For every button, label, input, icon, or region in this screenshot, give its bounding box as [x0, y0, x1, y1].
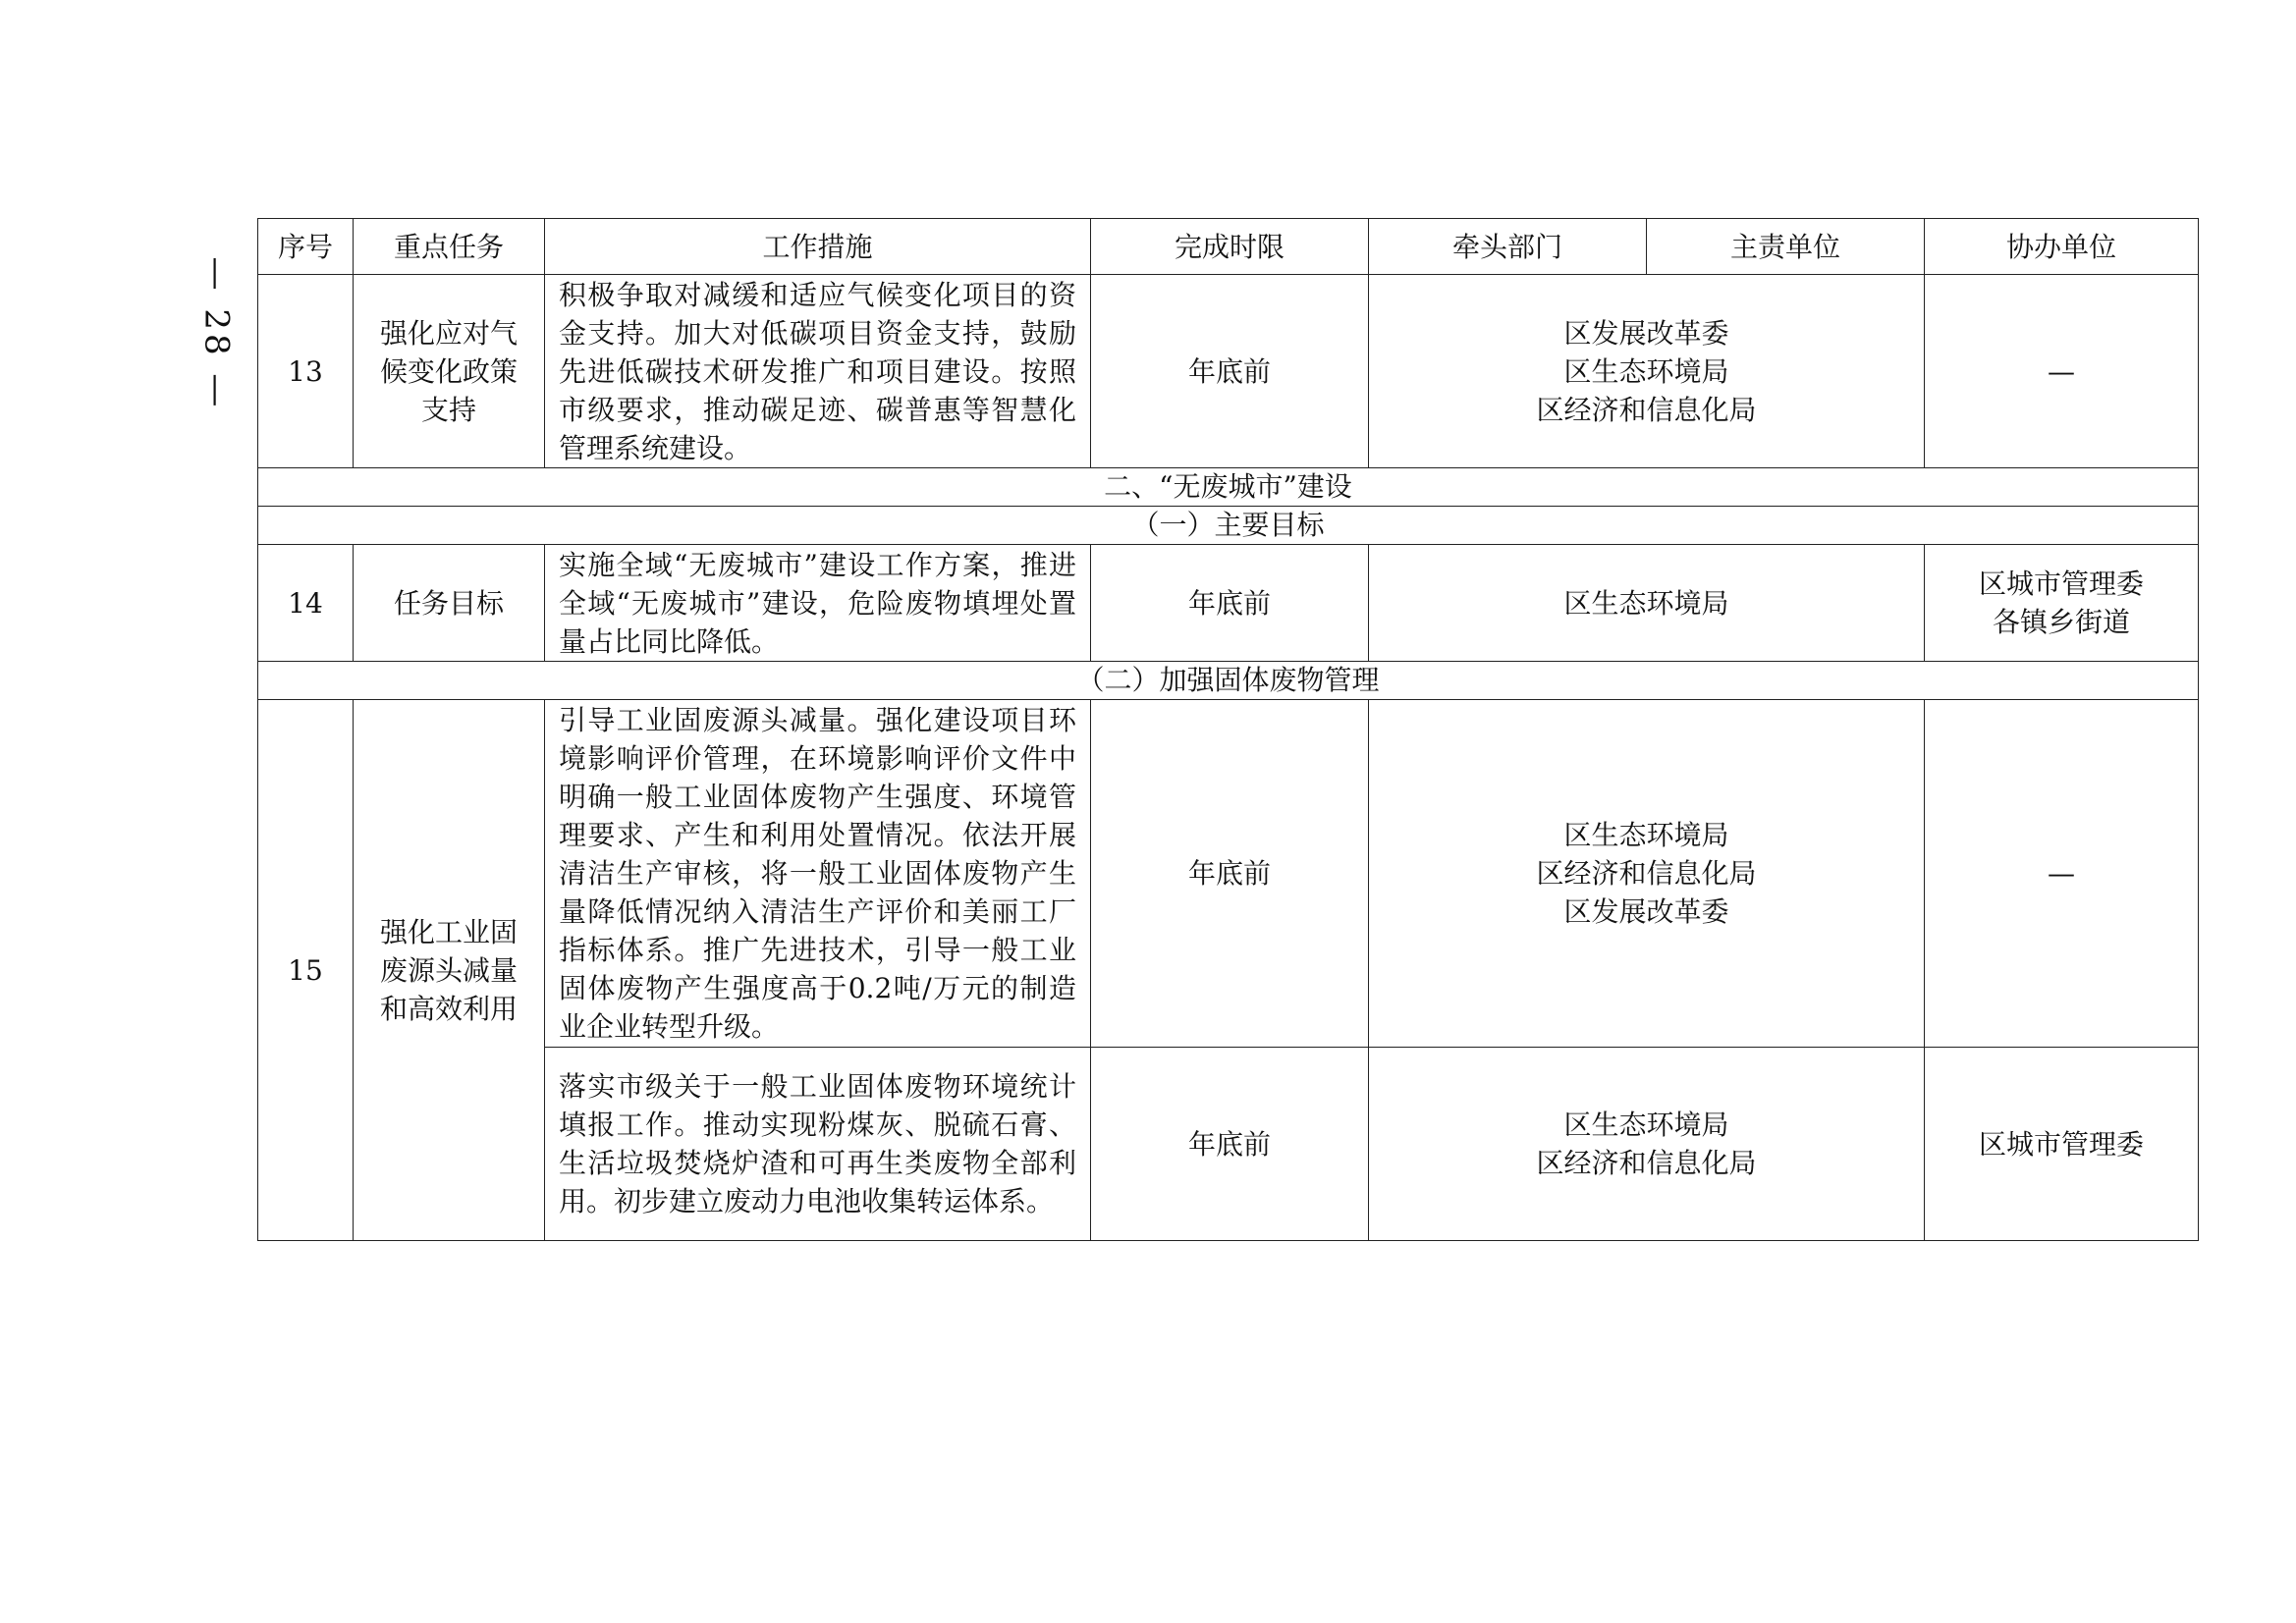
row15a-lead-line: 区经济和信息化局	[1536, 857, 1757, 890]
subsection-row	[258, 662, 2199, 700]
row14-deadline: 年底前	[1091, 545, 1369, 662]
header-lead-dept: 牵头部门	[1369, 219, 1647, 275]
header-task: 重点任务	[354, 219, 545, 275]
subsection-row	[258, 507, 2199, 545]
table-header-row	[258, 219, 2199, 275]
row13-lead-line: 区生态环境局	[1563, 354, 1729, 388]
row15a-assist	[1925, 700, 2199, 1048]
row15b-lead	[1369, 1048, 1925, 1241]
row13-measures-text: 积极争取对减缓和适应气候变化项目的资金支持。加大对低碳项目资金支持，鼓励先进低碳技术研发推广和项目建设。按照市级要求，推动碳足迹、碳普惠等智慧化管理系统建设。	[559, 278, 1076, 464]
row14-lead-line: 区生态环境局	[1563, 586, 1729, 620]
row14-measures-text: 实施全域“无废城市”建设工作方案，推进全域“无废城市”建设，危险废物填埋处置量占比同比降低。	[559, 548, 1076, 658]
row14-assist-line: 各镇乡街道	[1992, 606, 2130, 638]
row13-lead-line: 区经济和信息化局	[1536, 393, 1757, 426]
row14-assist-line: 区城市管理委	[1978, 568, 2144, 600]
row13-lead-line: 区发展改革委	[1563, 316, 1729, 350]
section-row	[258, 468, 2199, 507]
table-row-13	[258, 275, 2199, 468]
row15a-measures-text: 引导工业固废源头减量。强化建设项目环境影响评价管理，在环境影响评价文件中明确一般工业固体废物产生强度、环境管理要求、产生和利用处置情况。依法开展清洁生产审核，将一般工业固体废物产生量降低情况纳入清洁生产评价和美丽工厂指标体系。推广先进技术，引导一般工业固体废物产生强度高于0.2吨/万元的制造业企业转型升级。	[559, 704, 1076, 1043]
table-row-14	[258, 545, 2199, 662]
row15b-lead-line: 区生态环境局	[1563, 1109, 1729, 1141]
row13-task	[354, 275, 545, 468]
row14-lead	[1369, 545, 1925, 662]
row13-assist-line: —	[2048, 354, 2075, 388]
row14-task-line: 任务目标	[393, 586, 504, 620]
header-deadline: 完成时限	[1091, 219, 1369, 275]
row13-task-line: 支持	[420, 393, 476, 426]
row15b-assist-line: 区城市管理委	[1978, 1127, 2144, 1161]
table-row-15a	[258, 700, 2199, 1048]
row15a-lead	[1369, 700, 1925, 1048]
header-responsible-unit: 主责单位	[1647, 219, 1925, 275]
header-assist-unit: 协办单位	[1925, 219, 2199, 275]
row13-index: 13	[258, 275, 354, 468]
header-measures: 工作措施	[545, 219, 1091, 275]
row13-deadline: 年底前	[1091, 275, 1369, 468]
subsection1-title: （一）主要目标	[258, 507, 2199, 545]
row15b-measures-text: 落实市级关于一般工业固体废物环境统计填报工作。推动实现粉煤灰、脱硫石膏、生活垃圾焚烧炉渣和可再生类废物全部利用。初步建立废动力电池收集转运体系。	[559, 1070, 1076, 1217]
row14-measures	[545, 545, 1091, 662]
row15-index: 15	[258, 700, 354, 1241]
row15a-deadline: 年底前	[1091, 700, 1369, 1048]
table-row-15b	[258, 1048, 2199, 1241]
row15-task-line: 强化工业固	[379, 915, 518, 948]
row15b-deadline: 年底前	[1091, 1048, 1369, 1241]
header-index: 序号	[258, 219, 354, 275]
row15b-assist	[1925, 1048, 2199, 1241]
page-number-text: — 28 —	[196, 256, 237, 411]
row13-task-line: 候变化政策	[379, 354, 518, 388]
row15a-assist-line: —	[2048, 857, 2075, 890]
subsection2-title: （二）加强固体废物管理	[258, 662, 2199, 700]
key-tasks-table	[257, 218, 2199, 1241]
row13-lead	[1369, 275, 1925, 468]
row15-task-line: 和高效利用	[379, 992, 518, 1025]
row15-task-line: 废源头减量	[379, 953, 518, 987]
row15a-lead-line: 区发展改革委	[1563, 895, 1729, 928]
row14-assist	[1925, 545, 2199, 662]
row15b-measures	[545, 1048, 1091, 1241]
row15b-lead-line: 区经济和信息化局	[1536, 1147, 1757, 1179]
row14-task	[354, 545, 545, 662]
row13-measures	[545, 275, 1091, 468]
row15a-measures	[545, 700, 1091, 1048]
row15-task	[354, 700, 545, 1241]
row15a-lead-line: 区生态环境局	[1563, 819, 1729, 851]
page-number	[187, 255, 246, 412]
section2-title: 二、“无废城市”建设	[258, 468, 2199, 507]
row13-task-line: 强化应对气	[379, 316, 518, 350]
row13-assist	[1925, 275, 2199, 468]
row14-index: 14	[258, 545, 354, 662]
